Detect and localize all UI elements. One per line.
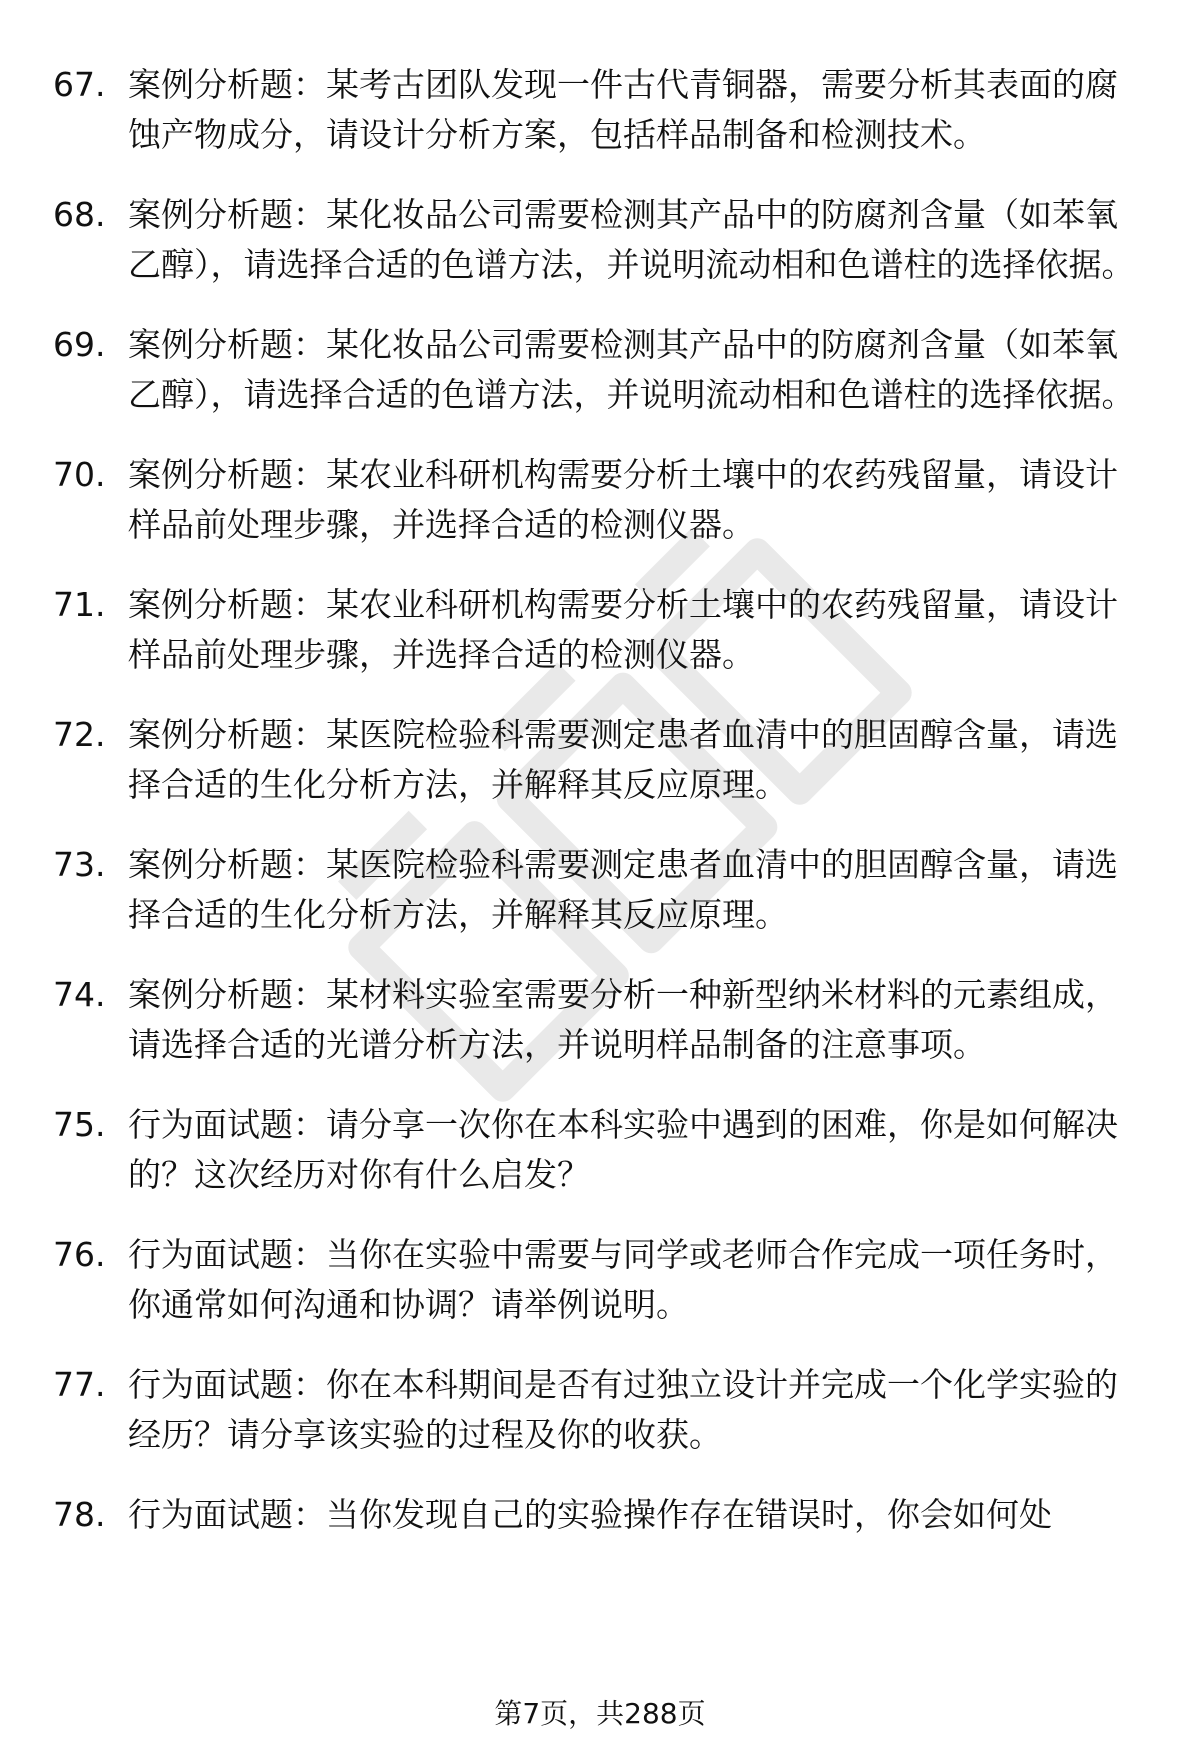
question-text: 行为面试题：你在本科期间是否有过独立设计并完成一个化学实验的经历？请分享该实验的过程及你的收获。	[128, 1365, 1118, 1454]
question-item	[0, 1230, 1200, 1330]
question-item	[0, 320, 1200, 420]
question-text: 行为面试题：请分享一次你在本科实验中遇到的困难，你是如何解决的？这次经历对你有什么启发？	[128, 1105, 1118, 1194]
question-item	[0, 1360, 1200, 1460]
question-number: 69.	[53, 325, 106, 364]
question-item	[0, 840, 1200, 940]
question-item	[0, 190, 1200, 290]
question-item	[0, 450, 1200, 550]
page-footer: 第7页，共288页	[494, 1697, 706, 1730]
question-number: 72.	[53, 715, 106, 754]
question-text: 案例分析题：某医院检验科需要测定患者血清中的胆固醇含量，请选择合适的生化分析方法，并解释其反应原理。	[128, 845, 1118, 934]
question-number: 73.	[53, 845, 106, 884]
question-number: 77.	[53, 1365, 106, 1404]
question-text: 案例分析题：某材料实验室需要分析一种新型纳米材料的元素组成，请选择合适的光谱分析方法，并说明样品制备的注意事项。	[128, 975, 1118, 1064]
question-number: 71.	[53, 585, 106, 624]
question-item	[0, 970, 1200, 1070]
question-list	[0, 60, 1200, 1570]
question-item	[0, 710, 1200, 810]
question-text: 案例分析题：某农业科研机构需要分析土壤中的农药残留量，请设计样品前处理步骤，并选择合适的检测仪器。	[128, 455, 1118, 544]
question-number: 70.	[53, 455, 106, 494]
question-text: 行为面试题：当你发现自己的实验操作存在错误时，你会如何处	[128, 1495, 1052, 1534]
question-number: 74.	[53, 975, 106, 1014]
question-item	[0, 60, 1200, 160]
question-number: 76.	[53, 1235, 106, 1274]
question-text: 案例分析题：某考古团队发现一件古代青铜器，需要分析其表面的腐蚀产物成分，请设计分析方案，包括样品制备和检测技术。	[128, 65, 1118, 154]
question-text: 行为面试题：当你在实验中需要与同学或老师合作完成一项任务时，你通常如何沟通和协调？请举例说明。	[128, 1235, 1118, 1324]
question-text: 案例分析题：某医院检验科需要测定患者血清中的胆固醇含量，请选择合适的生化分析方法，并解释其反应原理。	[128, 715, 1118, 804]
question-item	[0, 1490, 1200, 1540]
question-number: 67.	[53, 65, 106, 104]
question-text: 案例分析题：某化妆品公司需要检测其产品中的防腐剂含量（如苯氧乙醇），请选择合适的色谱方法，并说明流动相和色谱柱的选择依据。	[128, 325, 1135, 414]
question-number: 78.	[53, 1495, 106, 1534]
question-item	[0, 580, 1200, 680]
question-number: 75.	[53, 1105, 106, 1144]
question-item	[0, 1100, 1200, 1200]
question-text: 案例分析题：某化妆品公司需要检测其产品中的防腐剂含量（如苯氧乙醇），请选择合适的色谱方法，并说明流动相和色谱柱的选择依据。	[128, 195, 1135, 284]
question-number: 68.	[53, 195, 106, 234]
question-text: 案例分析题：某农业科研机构需要分析土壤中的农药残留量，请设计样品前处理步骤，并选择合适的检测仪器。	[128, 585, 1118, 674]
